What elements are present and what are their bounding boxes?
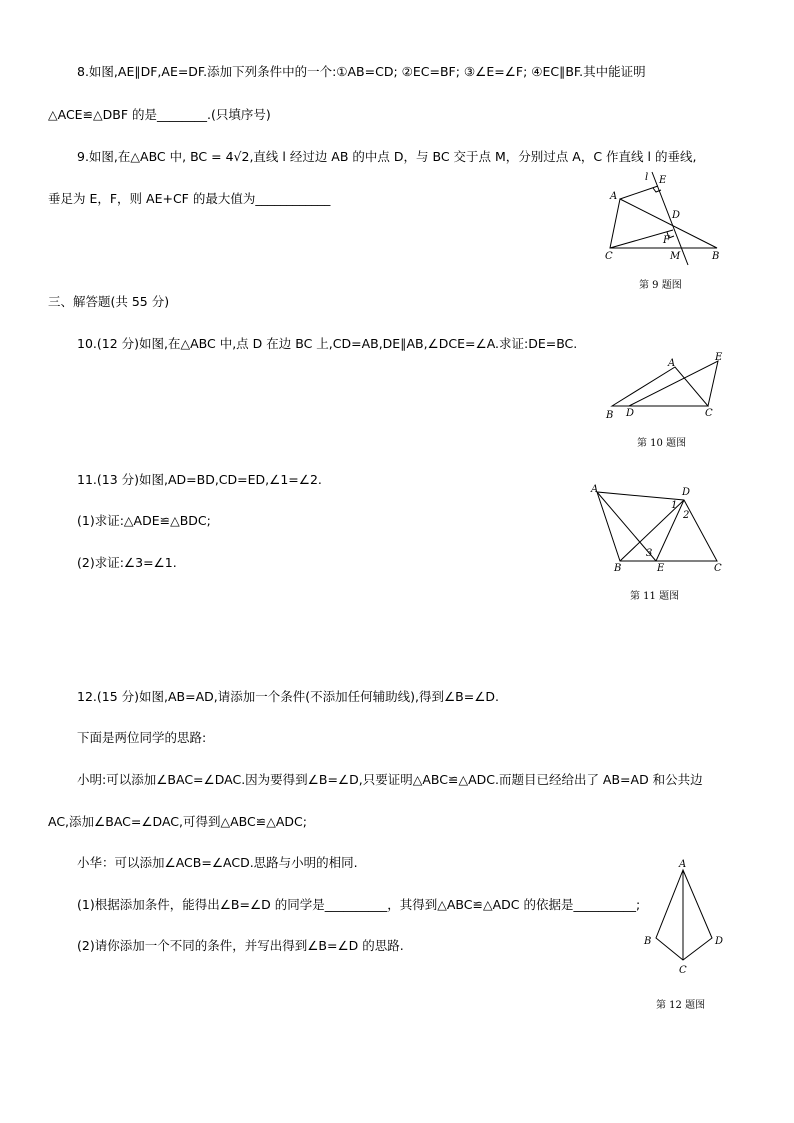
q8-line-1: 8.如图,AE∥DF,AE=DF.添加下列条件中的一个:①AB=CD; ②EC=BF; ③∠E=∠F; ④EC∥BF.其中能证明	[77, 64, 646, 79]
figure-11	[585, 480, 730, 575]
label-3: 3	[646, 548, 653, 559]
q11-part-2: (2)求证:∠3=∠1.	[77, 555, 177, 570]
label-b: B	[614, 563, 622, 574]
section-3-heading: 三、解答题(共 55 分)	[48, 294, 170, 309]
q12-xiaoming-1: 小明:可以添加∠BAC=∠DAC.因为要得到∠B=∠D,只要证明△ABC≌△ADC.而题目已经给出了 AB=AD 和公共边	[77, 772, 703, 787]
label-d: D	[715, 936, 724, 947]
quad-abcd	[597, 492, 717, 561]
q9-line-2: 垂足为 E，F，则 AE+CF 的最大值为____________	[48, 191, 331, 206]
figure-9	[595, 168, 730, 268]
label-c: C	[679, 965, 687, 976]
figure-11-caption: 第 11 题图	[630, 591, 680, 602]
label-c: C	[714, 563, 722, 574]
label-d: D	[672, 210, 681, 221]
q12-xiaoming-2: AC,添加∠BAC=∠DAC,可得到△ABC≌△ADC;	[48, 814, 307, 829]
q8-line-2: △ACE≌△DBF 的是________.(只填序号)	[48, 107, 271, 122]
figure-12-caption: 第 12 题图	[656, 1000, 706, 1011]
label-m: M	[670, 251, 681, 262]
q11-text: 11.(13 分)如图,AD=BD,CD=ED,∠1=∠2.	[77, 472, 322, 487]
label-b: B	[606, 410, 614, 421]
q9-line-1: 9.如图,在△ABC 中, BC = 4√2,直线 l 经过边 AB 的中点 D，与 BC 交于点 M，分别过点 A，C 作直线 l 的垂线,	[77, 149, 697, 164]
label-d: D	[682, 487, 691, 498]
q12-xiaohua: 小华：可以添加∠ACB=∠ACD.思路与小明的相同.	[77, 855, 358, 870]
label-a: A	[610, 191, 618, 202]
figure-10-caption: 第 10 题图	[637, 438, 687, 449]
q12-intro: 下面是两位同学的思路:	[77, 730, 207, 745]
q11-part-1: (1)求证:△ADE≌△BDC;	[77, 513, 211, 528]
q10-text: 10.(12 分)如图,在△ABC 中,点 D 在边 BC 上,CD=AB,DE∥AB,∠DCE=∠A.求证:DE=BC.	[77, 336, 578, 351]
label-c: C	[605, 251, 613, 262]
figure-9-caption: 第 9 题图	[639, 280, 682, 291]
label-d: D	[626, 408, 635, 419]
quad-abcd	[656, 870, 712, 960]
segment-de	[656, 500, 684, 561]
label-b: B	[644, 936, 652, 947]
label-e: E	[659, 175, 667, 186]
figure-12	[638, 852, 733, 982]
label-b: B	[712, 251, 720, 262]
label-2: 2	[683, 510, 690, 521]
label-e: E	[715, 352, 723, 363]
label-c: C	[705, 408, 713, 419]
label-f: F	[663, 235, 670, 246]
label-a: A	[668, 358, 676, 369]
label-a: A	[591, 484, 599, 495]
label-a: A	[679, 859, 687, 870]
label-e: E	[657, 563, 665, 574]
figure-10	[600, 350, 730, 425]
segment-ae	[620, 186, 658, 199]
label-1: 1	[671, 500, 678, 511]
q12-part-1: (1)根据添加条件，能得出∠B=∠D 的同学是__________，其得到△ABC≌△ADC 的依据是__________;	[77, 897, 641, 912]
q12-part-2: (2)请你添加一个不同的条件，并写出得到∠B=∠D 的思路.	[77, 938, 404, 953]
label-l: l	[645, 172, 649, 183]
q12-text: 12.(15 分)如图,AB=AD,请添加一个条件(不添加任何辅助线),得到∠B=∠D.	[77, 689, 500, 704]
